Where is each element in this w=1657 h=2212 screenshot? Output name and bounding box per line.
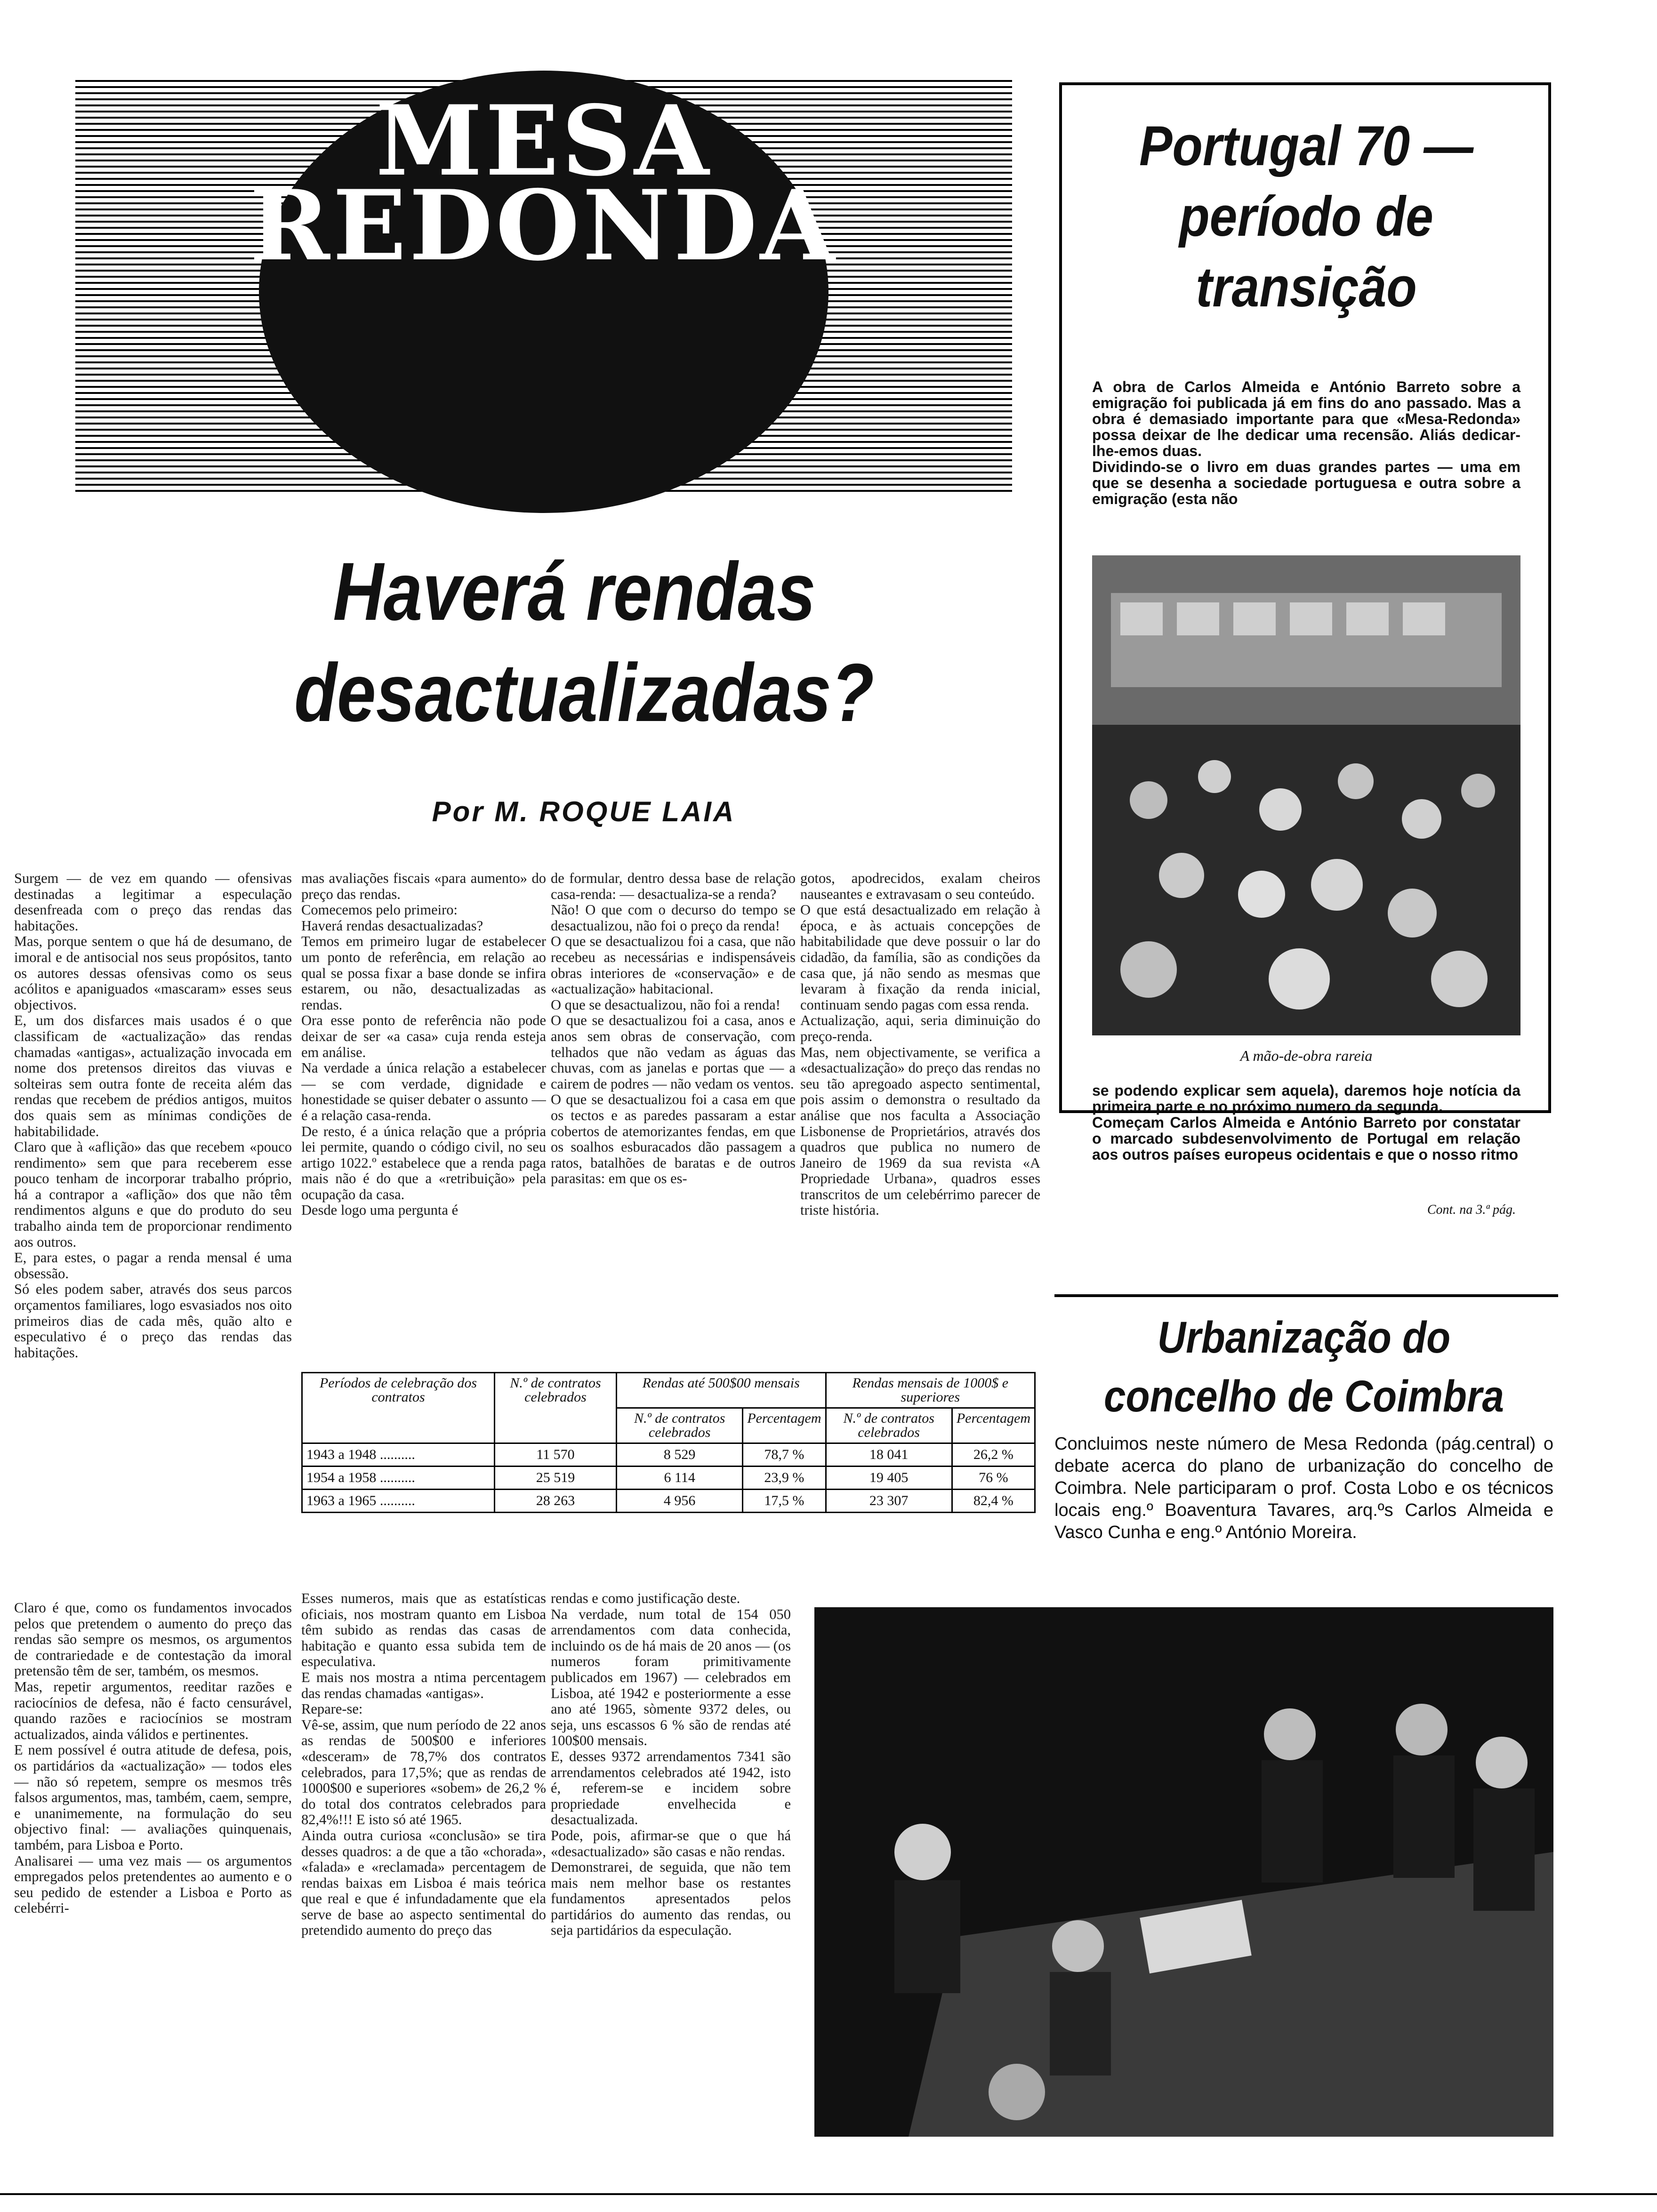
article-column-1b: Claro é que, como os fundamentos invocados pelos que pretendem o aumento do preço das rendas são sempre os mesmos, os argumentos de contrariedade e de contestação da imoral pretensão têm de ser, também, os mesmos. Mas, repetir argumentos, reeditar razões e raciocínios de defesa, não é facto censurável, quando razões e raciocínios se mostram actualizados, ainda válidos e pertinentes. E nem possível é outra atitude de defesa, pois, os partidários da «actualização» — todos eles — não só repetem, sempre os mesmos três falsos argumentos, mas, também, caem, sempre, e unanimemente, na formulação do seu objectivo final: — avaliações quinquenais, também, para Lisboa e Porto. Analisarei — uma vez mais — os argumentos empregados pelos pretendentes ao aumento e o seu pedido de estender a Lisboa e Porto as celebérri- xyxy=(14,1600,292,1916)
urbanizacao-title: Urbanização do concelho de Coimbra xyxy=(1103,1313,1504,1421)
crowd-photo xyxy=(1092,555,1520,1035)
byline: Por M. ROQUE LAIA xyxy=(432,796,736,827)
urbanizacao-text: Concluimos neste número de Mesa Redonda (pág.central) o debate acerca do plano de urbanização do concelho de Coimbra. Nele participaram o prof. Costa Lobo e os técnicos locais eng.º Boaventura Tavares, arq.ºs Carlos Almeida e Vasco Cunha e eng.º António Moreira. xyxy=(1054,1434,1553,1542)
th-high-group: Rendas mensais de 1000$ e superiores xyxy=(826,1373,1035,1408)
masthead-line2: REDONDA xyxy=(249,169,838,282)
th-contracts: N.º de contratos celebrados xyxy=(495,1373,617,1443)
bottom-rule xyxy=(0,2193,1657,2195)
headline-line1: Haverá rendas xyxy=(333,546,816,638)
th-low-count: N.º de contratos celebrados xyxy=(617,1408,743,1443)
masthead xyxy=(75,80,1012,494)
article-column-4: gotos, apodrecidos, exalam cheiros nauseantes e extravasam o seu conteúdo. O que está desactualizado em relação à época, e às actuais concepções de habitabilidade que deve possuir o lar do cidadão, da família, são as condições da casa que, já não sendo as mesmas que levaram à fixação da renda inicial, continuam sendo pagas com essa renda. Actualização, aqui, seria diminuição do preço-renda. Mas, nem objectivamente, se verifica a «desactualização» do preço das rendas no seu tão apregoado aspecto sentimental, pois assim o demonstra o resultado da análise que nos faculta a Associação Lisbonense de Proprietários, através dos quadros que publica no numero de Janeiro de 1969 da sua revista «A Propriedade Urbana», quadros esses transcritos de um celebérrimo parecer de triste história. xyxy=(800,871,1040,1218)
cell-low-n: 8 529 xyxy=(617,1443,743,1467)
table-row xyxy=(302,1443,1035,1467)
cell-high-n: 18 041 xyxy=(826,1443,952,1467)
sidebar-intro: A obra de Carlos Almeida e António Barreto sobre a emigração foi publicada já em fins do ano passado. Mas a obra é demasiado importante para que «Mesa-Redonda» possa deixar de lhe dedicar uma recensão. Aliás dedicar-lhe-emos duas. Dividindo-se o livro em duas grandes partes — uma em que se desenha a sociedade portuguesa e outra sobre a emigração (esta não xyxy=(1092,378,1520,507)
cell-low-n: 4 956 xyxy=(617,1490,743,1513)
th-low-pct: Percentagem xyxy=(743,1408,826,1443)
cell-low-pct: 17,5 % xyxy=(743,1490,826,1513)
th-low-group: Rendas até 500$00 mensais xyxy=(617,1373,826,1408)
sidebar-photo xyxy=(1092,555,1520,1035)
cell-low-pct: 78,7 % xyxy=(743,1443,826,1467)
th-periods: Períodos de celebração dos contratos xyxy=(302,1373,495,1443)
cell-period: 1963 a 1965 .......... xyxy=(302,1490,495,1513)
article-column-3b: rendas e como justificação deste. Na verdade, num total de 154 050 arrendamentos com data conhecida, incluindo os de há mais de 20 anos — (os numeros foram primitivamente publicados em 1967) — celebrados em Lisboa, até 1942 e posteriormente a esse ano até 1965, sòmente 9372 deles, ou seja, uns escassos 6 % são de rendas até 100$00 mensais. E, desses 9372 arrendamentos 7341 são arrendamentos celebrados até 1942, isto é, referem-se e incidem sobre propriedade envelhecida e desactualizada. Pode, pois, afirmar-se que o que há «desactualizado» são casas e não rendas. Demonstrarei, de seguida, que não tem mais nem melhor base os restantes fundamentos apresentados pelos partidários do aumento das rendas, ou seja partidários da especulação. xyxy=(551,1591,791,1939)
cell-period: 1954 a 1958 .......... xyxy=(302,1467,495,1490)
cell-period: 1943 a 1948 .......... xyxy=(302,1443,495,1467)
cell-high-n: 19 405 xyxy=(826,1467,952,1490)
sidebar-outro: se podendo explicar sem aquela), daremos hoje notícia da primeira parte e no próximo numero da segunda. Começam Carlos Almeida e António Barreto por constatar o marcado subdesenvolvimento de Portugal em relação aos outros países europeus ocidentais e que o nosso ritmo xyxy=(1092,1082,1520,1163)
article-column-1: Surgem — de vez em quando — ofensivas destinadas a legitimar a especulação desenfreada com o preço das rendas das habitações. Mas, porque sentem o que há de desumano, de imoral e de antisocial nos seus propósitos, tanto os autores dessas ofensivas como os seus acólitos e apaniguados «mascaram» esses seus objectivos. E, um dos disfarces mais usados é o que classificam de «actualização» das rendas chamadas «antigas», actualização invocada em nome dos pretensos direitos das viuvas e solteiras sem outra fonte de receita além das rendas que recebem de prédios antigos, muitos dos quais sem as mínimas condições de habitabilidade. Claro que à «aflição» das que recebem «pouco rendimento» sem que para receberem esse pouco tenham de incorporar trabalho próprio, há a contrapor a «aflição» dos que não têm rendimentos alguns e que do produto do seu trabalho ainda tem de proporcionar rendimento aos outros. E, para estes, o pagar a renda mensal é uma obsessão. Só eles podem saber, através dos seus parcos orçamentos familiares, logo esvasiados nos oito primeiros dias de cada mês, quão alto e especulativo é o preço das rendas das habitações. xyxy=(14,871,292,1361)
th-high-count: N.º de contratos celebrados xyxy=(826,1408,952,1443)
article-column-3: de formular, dentro dessa base de relação casa-renda: — desactualiza-se a renda? Não! O que com o decurso do tempo se desactualizou, não foi o preço da renda! O que se desactualizou foi a casa, que não recebeu as necessárias e indispensáveis obras interiores de «conservação» e de «actualização» habitacional. O que se desactualizou, não foi a renda! O que se desactualizou foi a casa, anos e anos sem obras de conservação, com telhados que não vedam as águas das chuvas, com as janelas e portas que — a cairem de podres — não vedam os ventos. O que se desactualizou foi a casa em que os tectos e as paredes passaram a estar cobertos de atemorizantes fendas, em que os soalhos esburacados dão passagem a ratos, batalhões de baratas e de outros parasitas: em que os es- xyxy=(551,871,796,1187)
meeting-photo xyxy=(814,1607,1553,2137)
sidebar-title: Portugal 70 —período de transição xyxy=(1139,114,1474,319)
cell-total: 25 519 xyxy=(495,1467,617,1490)
cell-high-n: 23 307 xyxy=(826,1490,952,1513)
headline-line2: desactualizadas? xyxy=(294,647,874,739)
cell-low-n: 6 114 xyxy=(617,1467,743,1490)
cell-high-pct: 26,2 % xyxy=(952,1443,1035,1467)
section-divider xyxy=(1054,1294,1558,1297)
table-row xyxy=(302,1467,1035,1490)
th-high-pct: Percentagem xyxy=(952,1408,1035,1443)
article-column-2: mas avaliações fiscais «para aumento» do preço das rendas. Comecemos pelo primeiro: Haverá rendas desactualizadas? Temos em primeiro lugar de estabelecer um ponto de referência, em relação ao qual se possa fixar a base donde se infira estarem, ou não, desactualizadas as rendas. Ora esse ponto de referência não pode deixar de ser «a casa» cuja renda esteja em análise. Na verdade a única relação a estabelecer — se com verdade, dignidade e honestidade se quiser debater o assunto — é a relação casa-renda. De resto, é a única relação que a própria lei permite, quando o código civil, no seu artigo 1022.º estabelece que a renda paga mais não é do que a «retribuição» pela ocupação da casa. Desde logo uma pergunta é xyxy=(301,871,546,1218)
masthead-line1: MESA xyxy=(375,85,712,198)
article-headline xyxy=(294,541,874,744)
article-column-2b: Esses numeros, mais que as estatísticas oficiais, nos mostram quanto em Lisboa têm subido as rendas das casas de habitação e quanto essa subida tem de especulativa. E mais nos mostra a ntima percentagem das rendas chamadas «antigas». Repare-se: Vê-se, assim, que num período de 22 anos as rendas de 500$00 e inferiores «desceram» de 78,7% dos contratos celebrados, para 17,5%; que as rendas de 1000$00 e superiores «sobem» de 26,2 % do total dos contratos celebrados para 82,4%!!! E isto só até 1965. Ainda outra curiosa «conclusão» se tira desses quadros: a de que a tão «chorada», «falada» e «reclamada» percentagem de rendas baixas em Lisboa é mais teórica que real e que é infundadamente que ela serve de base ao aspecto sentimental do pretendido aumento do preço das xyxy=(301,1591,546,1939)
cell-high-pct: 76 % xyxy=(952,1467,1035,1490)
rent-table xyxy=(301,1372,1036,1513)
cell-total: 11 570 xyxy=(495,1443,617,1467)
cell-high-pct: 82,4 % xyxy=(952,1490,1035,1513)
sidebar-photo-caption: A mão-de-obra rareia xyxy=(1240,1047,1373,1064)
cell-low-pct: 23,9 % xyxy=(743,1467,826,1490)
sidebar-continued: Cont. na 3.ª pág. xyxy=(1427,1202,1516,1217)
masthead-title xyxy=(75,85,1012,282)
cell-total: 28 263 xyxy=(495,1490,617,1513)
meeting-photo-image xyxy=(814,1607,1553,2137)
table-row xyxy=(302,1490,1035,1513)
